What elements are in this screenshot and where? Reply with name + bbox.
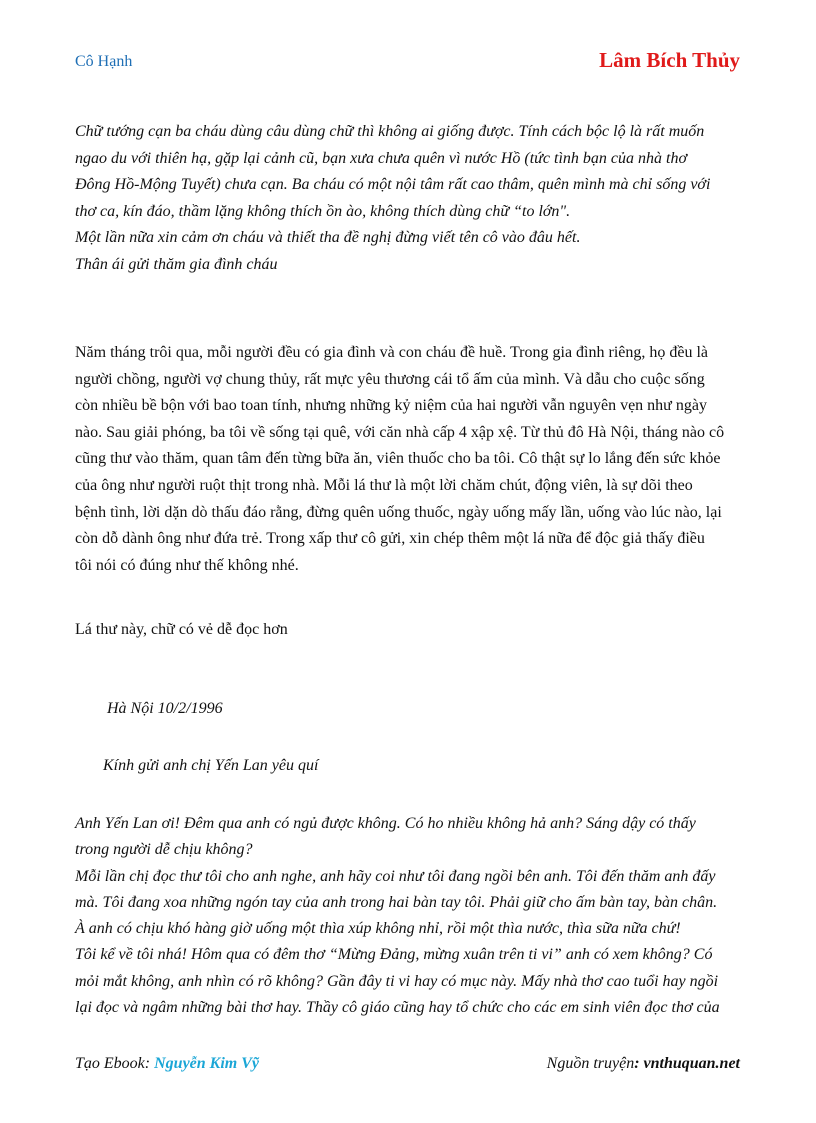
text-line: Đông Hồ-Mộng Tuyết) chưa cạn. Ba cháu có một nội tâm rất cao thâm, quên mình mà chỉ sống với (75, 176, 711, 193)
text-line: lại đọc và ngâm những bài thơ hay. Thầy cô giáo cũng hay tổ chức cho các em sinh viên đọc thơ của (75, 999, 720, 1017)
text-line: thơ ca, kín đáo, thầm lặng không thích ồn ào, không thích dùng chữ “to lớn". (75, 202, 571, 220)
text-line: mỏi mắt không, anh nhìn có rõ không? Gần đây ti vi hay có mục này. Mấy nhà thơ cao tuổi hay ngồi (75, 972, 719, 990)
text-line: À anh có chịu khó hàng giờ uống một thìa xúp không nhỉ, rồi một thìa nước, thìa sữa nữa chứ! (75, 920, 681, 938)
header-author-left: Cô Hạnh (75, 53, 133, 70)
text-line: Anh Yến Lan ơi! Đêm qua anh có ngủ được không. Có ho nhiều không hả anh? Sáng dậy có thấy (75, 815, 696, 832)
footer-separator: : (634, 1055, 644, 1072)
letter-caption (75, 617, 745, 644)
footer-source-label: Nguồn truyện (546, 1055, 635, 1072)
text-line: Chữ tướng cạn ba cháu dùng câu dùng chữ thì không ai giống được. Tính cách bộc lộ là rất muốn (75, 123, 705, 140)
text-line: Mỗi lần chị đọc thư tôi cho anh nghe, anh hãy coi như tôi đang ngồi bên anh. Tôi đến thăm anh đấy (75, 867, 716, 885)
text-line: trong người dễ chịu không? (75, 841, 253, 859)
text-line: Một lần nữa xin cảm ơn cháu và thiết tha đề nghị đừng viết tên cô vào đâu hết. (75, 229, 581, 246)
text-line: Năm tháng trôi qua, mỗi người đều có gia đình và con cháu đề huề. Trong gia đình riêng, họ đều là (75, 344, 709, 361)
text-line: nào. Sau giải phóng, ba tôi về sống tại quê, với căn nhà cấp 4 xập xệ. Từ thủ đô Hà Nội, tháng nào cô (75, 423, 725, 441)
text-line: tôi nói có đúng như thế không nhé. (75, 556, 299, 574)
letter-greeting: Kính gửi anh chị Yến Lan yêu quí (103, 757, 319, 774)
footer-ebook-credit (75, 1055, 259, 1073)
text-line: cũng thư vào thăm, quan tâm đến từng bữa ăn, viên thuốc cho ba tôi. Cô thật sự lo lắng đến sức khỏe (75, 450, 721, 468)
text-line: bệnh tình, lời dặn dò thấu đáo rằng, đừng quên uống thuốc, ngày uống mấy lần, uống vào lúc nào, lại (75, 503, 722, 521)
footer-source-credit (547, 1055, 740, 1073)
footer-separator: : (144, 1055, 155, 1072)
footer-ebook-author: Nguyễn Kim Vỹ (154, 1055, 259, 1072)
text-line: người chồng, người vợ chung thủy, rất mực yêu thương cái tổ ấm của mình. Và dẫu cho cuộc sống (75, 370, 705, 388)
footer-ebook-label: Tạo Ebook (75, 1055, 145, 1072)
intro-letter-excerpt (75, 119, 745, 278)
letter-body (75, 811, 745, 1021)
story-paragraph (75, 340, 745, 579)
text-line: của ông như người ruột thịt trong nhà. Mỗi lá thư là một lời chăm chút, động viên, là sự dõi theo (75, 476, 693, 494)
text-line: ngao du với thiên hạ, gặp lại cảnh cũ, bạn xưa chưa quên vì nước Hồ (tức tình bạn của nhà thơ (75, 149, 687, 167)
header-author-right: Lâm Bích Thủy (599, 48, 740, 72)
text-line: mà. Tôi đang xoa những ngón tay của anh trong hai bàn tay tôi. Phải giữ cho ấm bàn tay, bàn chân. (75, 893, 718, 911)
text-line: Thân ái gửi thăm gia đình cháu (75, 255, 278, 273)
text-line: Tôi kể về tôi nhá! Hôm qua có đêm thơ “Mừng Đảng, mừng xuân trên ti vi” anh có xem không? Có (75, 946, 713, 964)
text-line: còn nhiều bề bộn với bao toan tính, nhưng những kỷ niệm của hai người vẫn nguyên vẹn như ngày (75, 397, 707, 415)
text-line: còn dỗ dành ông như đứa trẻ. Trong xấp thư cô gửi, xin chép thêm một lá nữa để độc giả thấy điều (75, 530, 705, 548)
caption-text: Lá thư này, chữ có vẻ dễ đọc hơn (75, 621, 288, 638)
letter-date: Hà Nội 10/2/1996 (107, 700, 223, 717)
footer-source-site: vnthuquan.net (643, 1055, 740, 1072)
